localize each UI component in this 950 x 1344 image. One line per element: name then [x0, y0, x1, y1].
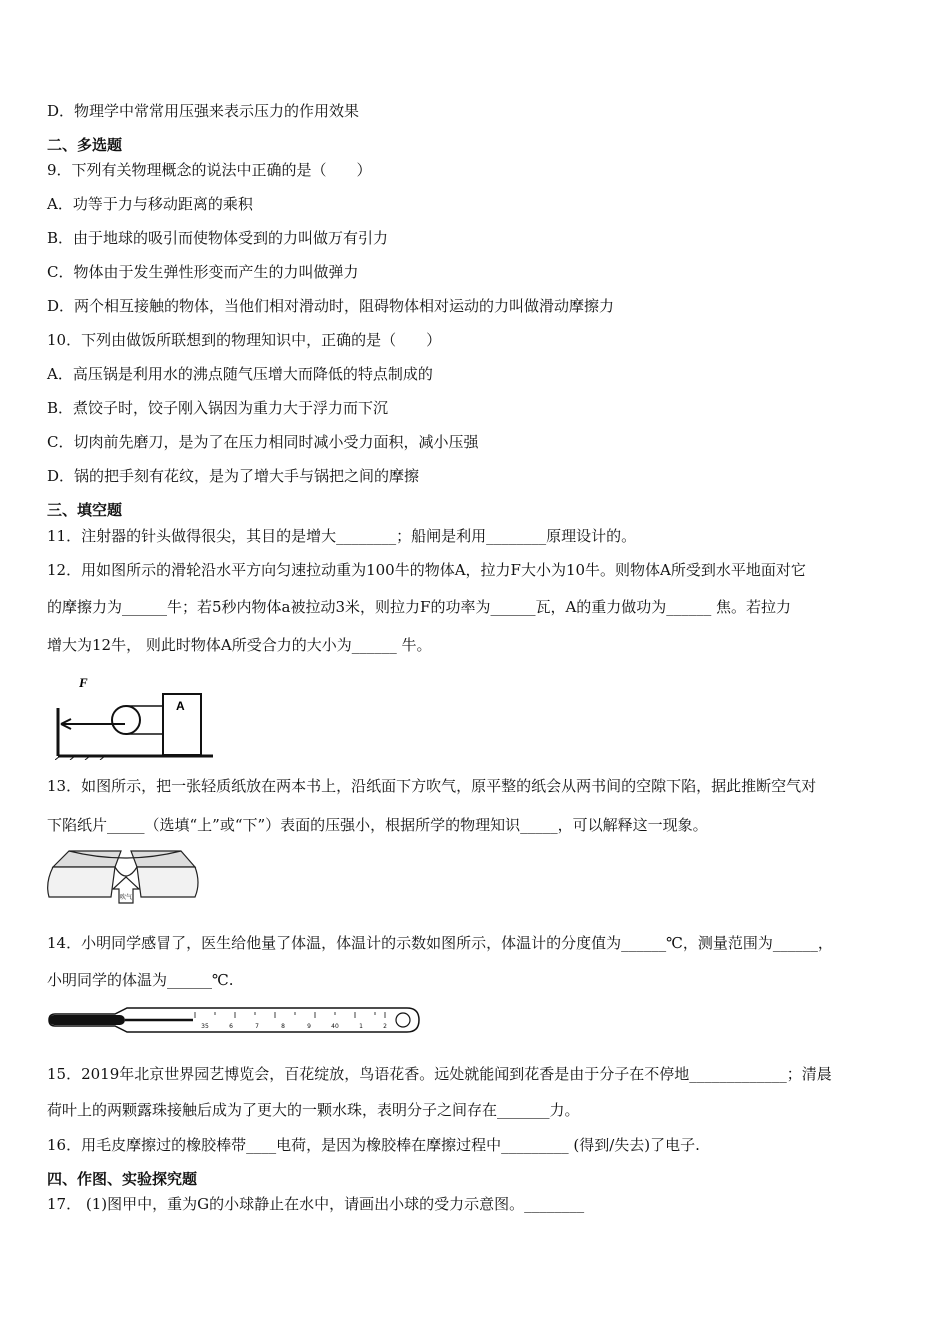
blow-label: 吹气: [119, 894, 133, 901]
q10-stem: 10．下列由做饭所联想到的物理知识中，正确的是（ ）: [47, 331, 442, 349]
block-label: A: [176, 699, 185, 713]
q10-option-c: C．切肉前先磨刀，是为了在压力相同时减小受力面积，减小压强: [47, 433, 479, 451]
scale-label-41: 1: [359, 1023, 363, 1030]
scale-label-39: 9: [307, 1023, 311, 1030]
q9-stem: 9．下列有关物理概念的说法中正确的是（ ）: [47, 161, 372, 179]
scale-label-42: 2: [383, 1023, 387, 1030]
pulley-figure: [55, 672, 215, 760]
scale-label-35: 35: [201, 1023, 209, 1030]
q9-option-c: C．物体由于发生弹性形变而产生的力叫做弹力: [47, 263, 359, 281]
q12-text-line2: 的摩擦力为______牛；若5秒内物体a被拉动3米，则拉力F的功率为______瓦，A的重力做功为______ 焦。若拉力: [47, 598, 792, 616]
q15-text-line2: 荷叶上的两颗露珠接触后成为了更大的一颗水珠，表明分子之间存在_______力。: [47, 1101, 580, 1119]
q10-option-d: D．锅的把手刻有花纹，是为了增大手与锅把之间的摩擦: [47, 467, 420, 485]
section-heading-fill-blank: 三、填空题: [47, 501, 123, 519]
q9-option-d: D．两个相互接触的物体，当他们相对滑动时，阻碍物体相对运动的力叫做滑动摩擦力: [47, 297, 615, 315]
q10-option-b: B．煮饺子时，饺子刚入锅因为重力大于浮力而下沉: [47, 399, 389, 417]
q14-text-line1: 14．小明同学感冒了，医生给他量了体温，体温计的示数如图所示，体温计的分度值为______℃，测量范围为______，: [47, 934, 833, 952]
force-label: F: [79, 675, 88, 690]
q17-text: 17． (1)图甲中，重为G的小球静止在水中，请画出小球的受力示意图。________: [47, 1195, 585, 1213]
scale-label-36: 6: [229, 1023, 233, 1030]
q9-option-a: A．功等于力与移动距离的乘积: [47, 195, 253, 213]
q14-text-line2: 小明同学的体温为______℃.: [47, 971, 234, 989]
thermometer-figure: [45, 1004, 421, 1036]
scale-label-40: 40: [331, 1023, 339, 1030]
q8-option-d: D．物理学中常常用压强来表示压力的作用效果: [47, 102, 360, 120]
q10-option-a: A．高压锅是利用水的沸点随气压增大而降低的特点制成的: [47, 365, 433, 383]
q13-text-line2: 下陷纸片_____（选填“上”或“下”）表面的压强小，根据所学的物理知识_____，可以解释这一现象。: [47, 816, 708, 834]
q13-text-line1: 13．如图所示，把一张轻质纸放在两本书上，沿纸面下方吹气，原平整的纸会从两书间的空隙下陷，据此推断空气对: [47, 777, 817, 795]
q12-text-line1: 12．用如图所示的滑轮沿水平方向匀速拉动重为100牛的物体A，拉力F大小为10牛。则物体A所受到水平地面对它: [47, 561, 806, 579]
q16-text: 16．用毛皮摩擦过的橡胶棒带____电荷，是因为橡胶棒在摩擦过程中_________ (得到/失去)了电子.: [47, 1136, 700, 1154]
section-heading-drawing-experiment: 四、作图、实验探究题: [47, 1170, 198, 1188]
scale-label-38: 8: [281, 1023, 285, 1030]
q9-option-b: B．由于地球的吸引而使物体受到的力叫做万有引力: [47, 229, 389, 247]
scale-label-37: 7: [255, 1023, 259, 1030]
q11-text: 11．注射器的针头做得很尖，其目的是增大________；船闸是利用________原理设计的。: [47, 527, 637, 545]
section-heading-multiple-choice: 二、多选题: [47, 136, 123, 154]
q15-text-line1: 15．2019年北京世界园艺博览会，百花绽放，鸟语花香。远处就能闻到花香是由于分子在不停地_____________；清晨: [47, 1065, 832, 1083]
q12-text-line3: 增大为12牛， 则此时物体A所受合力的大小为______ 牛。: [47, 636, 432, 654]
books-figure: [47, 845, 199, 907]
